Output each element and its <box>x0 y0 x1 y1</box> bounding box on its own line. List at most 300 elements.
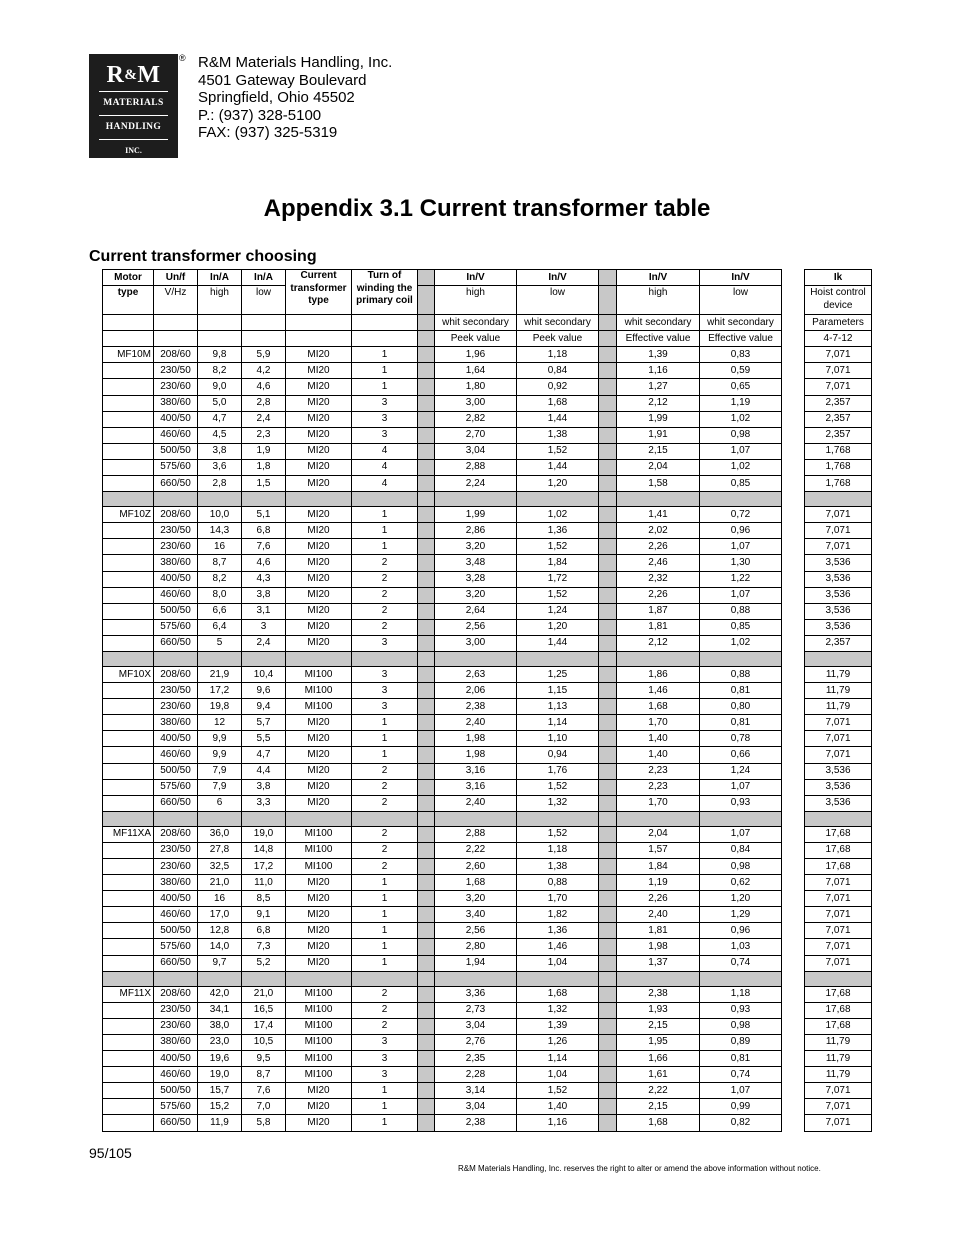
table-cell: 575/60 <box>154 459 198 475</box>
table-cell: 2,15 <box>617 1018 700 1034</box>
gap-cell <box>599 539 617 555</box>
table-row <box>103 571 872 587</box>
table-cell: 3 <box>352 395 418 411</box>
empty-cell <box>242 331 286 347</box>
header-cell: high <box>435 286 517 315</box>
table-cell: 2 <box>352 842 418 858</box>
table-row <box>103 699 872 715</box>
empty-cell <box>103 315 154 331</box>
table-cell: 2,12 <box>617 635 700 651</box>
table-cell: 5 <box>198 635 242 651</box>
separator-cell <box>805 651 872 666</box>
gap-cell <box>418 379 435 395</box>
table-cell: 1,38 <box>517 859 599 875</box>
blank-cell <box>782 603 805 619</box>
table-cell: 2,357 <box>805 395 872 411</box>
gap-cell <box>418 875 435 891</box>
blank-cell <box>782 811 805 826</box>
table-cell: MI20 <box>286 427 352 443</box>
table-cell: 3,20 <box>435 891 517 907</box>
gap-cell <box>599 603 617 619</box>
separator-cell <box>352 492 418 507</box>
table-cell: 9,9 <box>198 747 242 763</box>
table-cell: 17,68 <box>805 826 872 842</box>
table-cell: 11,79 <box>805 683 872 699</box>
table-row <box>103 731 872 747</box>
table-cell: 1,40 <box>517 1099 599 1115</box>
table-cell: 0,93 <box>700 1002 782 1018</box>
table-cell: 1,68 <box>617 699 700 715</box>
gap-cell <box>418 286 435 315</box>
table-cell: 0,72 <box>700 507 782 523</box>
header-row-4 <box>103 331 872 347</box>
table-cell: 4,7 <box>198 411 242 427</box>
table-cell: 0,66 <box>700 747 782 763</box>
separator-cell <box>286 971 352 986</box>
table-cell: 11,79 <box>805 1034 872 1050</box>
table-cell: 1,9 <box>242 443 286 459</box>
gap-cell <box>418 763 435 779</box>
table-cell: 6,6 <box>198 603 242 619</box>
table-cell: 8,2 <box>198 363 242 379</box>
blank-cell <box>782 699 805 715</box>
table-cell: 2,06 <box>435 683 517 699</box>
company-logo <box>89 54 178 158</box>
section-subtitle: Current transformer choosing <box>89 248 317 265</box>
table-cell: MI20 <box>286 555 352 571</box>
table-cell: 2,38 <box>435 1115 517 1131</box>
empty-cell <box>242 315 286 331</box>
blank-cell <box>782 459 805 475</box>
table-cell: 0,88 <box>700 666 782 682</box>
gap-cell <box>418 411 435 427</box>
table-cell: 2,04 <box>617 826 700 842</box>
motor-type-cell <box>103 842 154 858</box>
table-cell: 1,57 <box>617 842 700 858</box>
group-separator-row <box>103 651 872 666</box>
gap-cell <box>599 1083 617 1099</box>
table-cell: 208/60 <box>154 666 198 682</box>
table-cell: 380/60 <box>154 555 198 571</box>
table-cell: 11,79 <box>805 1051 872 1067</box>
header-cell: Parameters <box>805 315 872 331</box>
table-cell: 42,0 <box>198 986 242 1002</box>
table-cell: MI100 <box>286 842 352 858</box>
gap-cell <box>418 986 435 1002</box>
table-cell: MI100 <box>286 1051 352 1067</box>
blank-cell <box>782 651 805 666</box>
table-cell: 9,9 <box>198 731 242 747</box>
table-cell: 1,44 <box>517 635 599 651</box>
table-cell: 0,82 <box>700 1115 782 1131</box>
blank-cell <box>782 1083 805 1099</box>
empty-cell <box>286 315 352 331</box>
table-cell: 0,96 <box>700 923 782 939</box>
table-cell: 1 <box>352 891 418 907</box>
table-cell: 460/60 <box>154 747 198 763</box>
header-cell: whit secondary <box>435 315 517 331</box>
motor-type-cell <box>103 587 154 603</box>
separator-cell <box>805 971 872 986</box>
table-cell: 1 <box>352 347 418 363</box>
table-cell: MI20 <box>286 907 352 923</box>
table-cell: 1,24 <box>517 603 599 619</box>
table-cell: 38,0 <box>198 1018 242 1034</box>
table-cell: 1,99 <box>435 507 517 523</box>
motor-type-cell: MF10Z <box>103 507 154 523</box>
empty-cell <box>198 331 242 347</box>
table-row <box>103 763 872 779</box>
table-cell: 2,88 <box>435 826 517 842</box>
table-cell: 7,071 <box>805 907 872 923</box>
table-cell: 2,8 <box>198 476 242 492</box>
table-cell: 4 <box>352 476 418 492</box>
blank-cell <box>782 875 805 891</box>
table-cell: 11,79 <box>805 1067 872 1083</box>
motor-type-cell <box>103 539 154 555</box>
table-cell: 3,6 <box>198 459 242 475</box>
table-cell: 7,071 <box>805 363 872 379</box>
table-cell: 3 <box>242 619 286 635</box>
separator-cell <box>599 492 617 507</box>
table-cell: 3,8 <box>242 587 286 603</box>
motor-type-cell <box>103 476 154 492</box>
blank-cell <box>782 747 805 763</box>
table-cell: 2,38 <box>435 699 517 715</box>
gap-cell <box>599 763 617 779</box>
table-cell: 1 <box>352 523 418 539</box>
blank-cell <box>782 347 805 363</box>
table-cell: 2 <box>352 619 418 635</box>
header-cell: V/Hz <box>154 286 198 315</box>
table-cell: 7,6 <box>242 539 286 555</box>
table-row <box>103 923 872 939</box>
table-cell: 0,85 <box>700 476 782 492</box>
table-cell: 1,13 <box>517 699 599 715</box>
table-cell: 1,07 <box>700 539 782 555</box>
table-cell: 1,36 <box>517 523 599 539</box>
table-row <box>103 1051 872 1067</box>
table-cell: 3,8 <box>242 779 286 795</box>
table-cell: 1,52 <box>517 587 599 603</box>
table-cell: 5,0 <box>198 395 242 411</box>
table-cell: 0,78 <box>700 731 782 747</box>
table-cell: MI20 <box>286 587 352 603</box>
motor-type-cell <box>103 1002 154 1018</box>
table-cell: 19,0 <box>242 826 286 842</box>
blank-cell <box>782 1051 805 1067</box>
table-row <box>103 459 872 475</box>
logo-line-inc: INC. <box>125 146 142 155</box>
motor-type-cell <box>103 955 154 971</box>
table-cell: 1,86 <box>617 666 700 682</box>
table-cell: 1,36 <box>517 923 599 939</box>
table-cell: 1 <box>352 955 418 971</box>
table-cell: 500/50 <box>154 1083 198 1099</box>
table-cell: 2 <box>352 763 418 779</box>
table-cell: 1,82 <box>517 907 599 923</box>
blank-cell <box>782 986 805 1002</box>
table-cell: 2,88 <box>435 459 517 475</box>
blank-cell <box>782 571 805 587</box>
table-cell: 14,0 <box>198 939 242 955</box>
table-cell: 7,071 <box>805 923 872 939</box>
motor-type-cell <box>103 411 154 427</box>
table-cell: 7,071 <box>805 939 872 955</box>
table-row <box>103 427 872 443</box>
table-cell: 380/60 <box>154 395 198 411</box>
gap-cell <box>418 331 435 347</box>
table-row <box>103 955 872 971</box>
table-row <box>103 715 872 731</box>
table-row <box>103 411 872 427</box>
blank-cell <box>782 270 805 286</box>
gap-cell <box>599 270 617 286</box>
separator-cell <box>599 811 617 826</box>
motor-type-cell <box>103 939 154 955</box>
table-row <box>103 1115 872 1131</box>
table-cell: 7,6 <box>242 1083 286 1099</box>
motor-type-cell <box>103 1115 154 1131</box>
table-cell: MI100 <box>286 859 352 875</box>
table-cell: 1,64 <box>435 363 517 379</box>
table-cell: 11,79 <box>805 699 872 715</box>
gap-cell <box>599 507 617 523</box>
address-line: FAX: (937) 325-5319 <box>198 124 338 142</box>
gap-cell <box>418 683 435 699</box>
table-cell: 0,81 <box>700 683 782 699</box>
table-cell: 5,8 <box>242 1115 286 1131</box>
table-cell: 1 <box>352 731 418 747</box>
separator-cell <box>242 492 286 507</box>
table-cell: 460/60 <box>154 427 198 443</box>
motor-type-cell <box>103 923 154 939</box>
blank-cell <box>782 1067 805 1083</box>
table-cell: 2 <box>352 795 418 811</box>
gap-cell <box>418 795 435 811</box>
table-cell: 208/60 <box>154 507 198 523</box>
blank-cell <box>782 666 805 682</box>
table-cell: 2,4 <box>242 635 286 651</box>
gap-cell <box>599 363 617 379</box>
table-cell: 16 <box>198 891 242 907</box>
separator-cell <box>286 492 352 507</box>
table-cell: 0,98 <box>700 859 782 875</box>
table-cell: 230/50 <box>154 842 198 858</box>
separator-cell <box>805 811 872 826</box>
gap-cell <box>418 907 435 923</box>
blank-cell <box>782 763 805 779</box>
table-cell: 1,14 <box>517 1051 599 1067</box>
gap-cell <box>599 731 617 747</box>
table-cell: 3 <box>352 1051 418 1067</box>
table-row <box>103 1083 872 1099</box>
gap-cell <box>599 411 617 427</box>
table-row <box>103 555 872 571</box>
table-cell: 1,02 <box>700 411 782 427</box>
gap-cell <box>418 826 435 842</box>
gap-cell <box>599 347 617 363</box>
gap-cell <box>418 587 435 603</box>
table-cell: 3,1 <box>242 603 286 619</box>
motor-type-cell <box>103 571 154 587</box>
table-cell: 0,99 <box>700 1099 782 1115</box>
header-cell: In/V <box>517 270 599 286</box>
table-cell: 8,5 <box>242 891 286 907</box>
table-row <box>103 507 872 523</box>
table-cell: 3,04 <box>435 1018 517 1034</box>
table-cell: 2,80 <box>435 939 517 955</box>
table-cell: 2,26 <box>617 891 700 907</box>
table-cell: 1,98 <box>617 939 700 955</box>
table-cell: 0,83 <box>700 347 782 363</box>
header-cell: Turn of winding the primary coil <box>352 270 418 315</box>
table-cell: MI20 <box>286 1099 352 1115</box>
separator-cell <box>517 811 599 826</box>
table-cell: 3,40 <box>435 907 517 923</box>
gap-cell <box>418 666 435 682</box>
table-cell: 19,8 <box>198 699 242 715</box>
table-cell: 400/50 <box>154 411 198 427</box>
gap-cell <box>418 443 435 459</box>
table-row <box>103 443 872 459</box>
table-cell: 2 <box>352 555 418 571</box>
blank-cell <box>782 619 805 635</box>
table-cell: 2,15 <box>617 443 700 459</box>
table-cell: 4,6 <box>242 555 286 571</box>
table-cell: 1 <box>352 715 418 731</box>
table-cell: 1,68 <box>517 986 599 1002</box>
table-cell: 1,20 <box>700 891 782 907</box>
table-cell: 2 <box>352 1002 418 1018</box>
table-cell: 14,3 <box>198 523 242 539</box>
table-cell: 0,92 <box>517 379 599 395</box>
logo-line-materials: MATERIALS <box>103 98 164 108</box>
table-cell: MI20 <box>286 635 352 651</box>
table-cell: 400/50 <box>154 1051 198 1067</box>
table-cell: 1,32 <box>517 795 599 811</box>
table-row <box>103 747 872 763</box>
gap-cell <box>418 1099 435 1115</box>
motor-type-cell <box>103 635 154 651</box>
motor-type-cell <box>103 555 154 571</box>
table-cell: 2,28 <box>435 1067 517 1083</box>
table-cell: 1,70 <box>617 715 700 731</box>
table-cell: 1 <box>352 539 418 555</box>
header-cell: whit secondary <box>617 315 700 331</box>
table-cell: 21,9 <box>198 666 242 682</box>
company-address <box>198 54 392 142</box>
blank-cell <box>782 492 805 507</box>
blank-cell <box>782 923 805 939</box>
table-cell: 500/50 <box>154 763 198 779</box>
table-cell: 1,18 <box>517 842 599 858</box>
table-cell: 16,5 <box>242 1002 286 1018</box>
table-cell: MI20 <box>286 539 352 555</box>
table-cell: 3,536 <box>805 763 872 779</box>
table-cell: 1,02 <box>700 459 782 475</box>
motor-type-cell <box>103 1034 154 1050</box>
table-cell: 1,24 <box>700 763 782 779</box>
motor-type-cell <box>103 1051 154 1067</box>
gap-cell <box>599 286 617 315</box>
table-cell: 2,02 <box>617 523 700 539</box>
table-cell: 0,84 <box>517 363 599 379</box>
header-cell: In/V <box>617 270 700 286</box>
table-row <box>103 587 872 603</box>
table-cell: MI20 <box>286 443 352 459</box>
motor-type-cell <box>103 619 154 635</box>
table-cell: 2,63 <box>435 666 517 682</box>
separator-cell <box>286 811 352 826</box>
gap-cell <box>418 315 435 331</box>
table-row <box>103 859 872 875</box>
table-row <box>103 395 872 411</box>
table-cell: 2,86 <box>435 523 517 539</box>
table-cell: 2 <box>352 859 418 875</box>
table-cell: 7,9 <box>198 763 242 779</box>
table-cell: 1,07 <box>700 443 782 459</box>
table-cell: 0,74 <box>700 955 782 971</box>
gap-cell <box>599 555 617 571</box>
table-cell: 3 <box>352 635 418 651</box>
group-separator-row <box>103 971 872 986</box>
gap-cell <box>599 459 617 475</box>
gap-cell <box>599 427 617 443</box>
table-cell: 1,18 <box>517 347 599 363</box>
blank-cell <box>782 842 805 858</box>
address-line: R&M Materials Handling, Inc. <box>198 54 393 71</box>
table-cell: 460/60 <box>154 907 198 923</box>
gap-cell <box>599 1067 617 1083</box>
motor-type-cell <box>103 523 154 539</box>
gap-cell <box>418 555 435 571</box>
empty-cell <box>154 331 198 347</box>
table-cell: 2,35 <box>435 1051 517 1067</box>
table-cell: 17,68 <box>805 842 872 858</box>
table-cell: 575/60 <box>154 619 198 635</box>
table-cell: 2,15 <box>617 1099 700 1115</box>
blank-cell <box>782 891 805 907</box>
table-cell: 2,40 <box>435 795 517 811</box>
gap-cell <box>599 395 617 411</box>
gap-cell <box>599 859 617 875</box>
table-cell: 1 <box>352 939 418 955</box>
table-cell: 1,14 <box>517 715 599 731</box>
table-cell: 7,071 <box>805 891 872 907</box>
table-cell: 7,071 <box>805 523 872 539</box>
table-cell: 7,071 <box>805 507 872 523</box>
separator-cell <box>700 811 782 826</box>
header-row-3 <box>103 315 872 331</box>
gap-cell <box>599 683 617 699</box>
table-cell: MI100 <box>286 699 352 715</box>
table-cell: 7,071 <box>805 875 872 891</box>
table-cell: 1 <box>352 907 418 923</box>
motor-type-cell <box>103 795 154 811</box>
table-cell: 1,29 <box>700 907 782 923</box>
table-row <box>103 875 872 891</box>
blank-cell <box>782 1002 805 1018</box>
blank-cell <box>782 1115 805 1131</box>
table-cell: 1,44 <box>517 459 599 475</box>
blank-cell <box>782 523 805 539</box>
table-cell: 1,87 <box>617 603 700 619</box>
table-cell: MI100 <box>286 1002 352 1018</box>
separator-cell <box>352 971 418 986</box>
gap-cell <box>599 523 617 539</box>
table-cell: 1 <box>352 363 418 379</box>
